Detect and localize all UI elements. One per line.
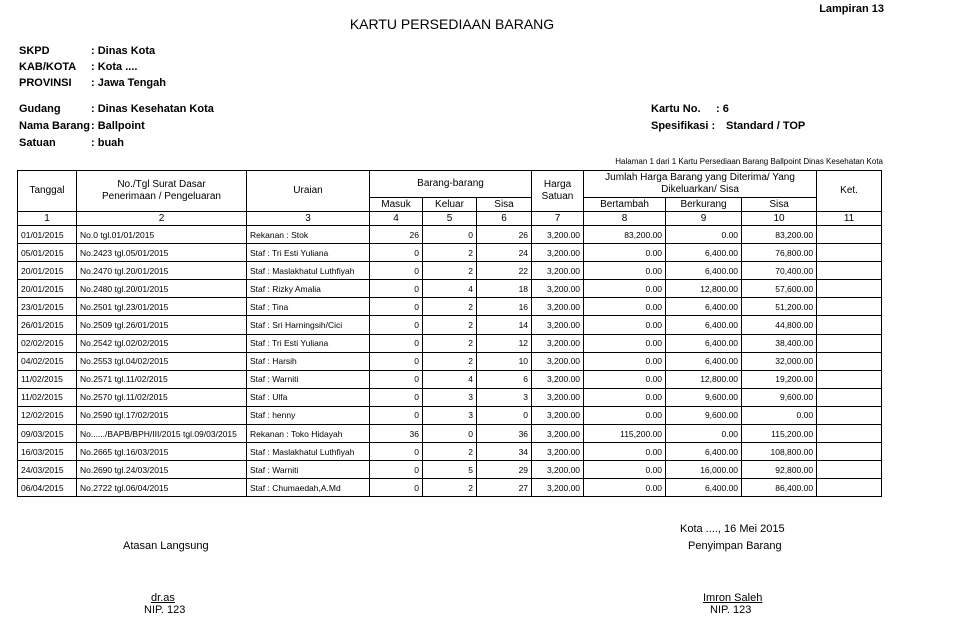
column-number: 1 bbox=[18, 212, 77, 226]
cell-keluar: 2 bbox=[423, 479, 477, 497]
cell-surat: No.2690 tgl.24/03/2015 bbox=[77, 461, 247, 479]
cell-ket bbox=[817, 316, 882, 334]
cell-sisa: 0 bbox=[477, 406, 532, 424]
cell-harga: 3,200.00 bbox=[532, 425, 584, 443]
cell-bertambah: 0.00 bbox=[584, 334, 666, 352]
cell-ket bbox=[817, 298, 882, 316]
cell-keluar: 2 bbox=[423, 443, 477, 461]
header-left-block bbox=[19, 43, 166, 91]
cell-bertambah: 115,200.00 bbox=[584, 425, 666, 443]
lampiran-label: Lampiran 13 bbox=[819, 3, 884, 15]
cell-sisa-harga: 0.00 bbox=[742, 406, 817, 424]
table-row bbox=[18, 280, 882, 298]
cell-ket bbox=[817, 370, 882, 388]
cell-harga: 3,200.00 bbox=[532, 334, 584, 352]
cell-sisa: 22 bbox=[477, 262, 532, 280]
cell-masuk: 0 bbox=[370, 443, 423, 461]
cell-keluar: 2 bbox=[423, 244, 477, 262]
cell-keluar: 3 bbox=[423, 406, 477, 424]
col-bertambah: Bertambah bbox=[584, 198, 666, 212]
table-row bbox=[18, 298, 882, 316]
cell-sisa: 34 bbox=[477, 443, 532, 461]
table-body bbox=[18, 226, 882, 497]
cell-ket bbox=[817, 226, 882, 244]
cell-sisa-harga: 108,800.00 bbox=[742, 443, 817, 461]
cell-masuk: 0 bbox=[370, 316, 423, 334]
column-number: 4 bbox=[370, 212, 423, 226]
cell-masuk: 0 bbox=[370, 244, 423, 262]
sign-date: Kota ...., 16 Mei 2015 bbox=[680, 523, 785, 535]
table-row bbox=[18, 226, 882, 244]
cell-harga: 3,200.00 bbox=[532, 262, 584, 280]
column-number: 8 bbox=[584, 212, 666, 226]
header-row-kartu-no: Kartu No. : 6 bbox=[651, 103, 729, 115]
cell-keluar: 4 bbox=[423, 280, 477, 298]
column-number: 6 bbox=[477, 212, 532, 226]
cell-sisa-harga: 44,800.00 bbox=[742, 316, 817, 334]
cell-surat: No.2590 tgl.17/02/2015 bbox=[77, 406, 247, 424]
header-row-satuan: Satuan : buah bbox=[19, 137, 124, 149]
cell-surat: No....../BAPB/BPH/III/2015 tgl.09/03/2015 bbox=[77, 425, 247, 443]
cell-sisa-harga: 115,200.00 bbox=[742, 425, 817, 443]
cell-bertambah: 0.00 bbox=[584, 388, 666, 406]
cell-sisa: 26 bbox=[477, 226, 532, 244]
cell-sisa: 6 bbox=[477, 370, 532, 388]
cell-tanggal: 11/02/2015 bbox=[18, 370, 77, 388]
table-row bbox=[18, 406, 882, 424]
cell-ket bbox=[817, 461, 882, 479]
cell-uraian: Staf : Tri Esti Yuliana bbox=[247, 244, 370, 262]
table-row bbox=[18, 479, 882, 497]
column-number-row bbox=[18, 212, 882, 226]
cell-sisa: 14 bbox=[477, 316, 532, 334]
table-row bbox=[18, 262, 882, 280]
cell-sisa: 36 bbox=[477, 425, 532, 443]
cell-tanggal: 02/02/2015 bbox=[18, 334, 77, 352]
cell-berkurang: 12,800.00 bbox=[666, 370, 742, 388]
cell-masuk: 0 bbox=[370, 406, 423, 424]
col-jumlah: Jumlah Harga Barang yang Diterima/ Yang Dikeluarkan/ Sisa bbox=[584, 171, 817, 198]
penyimpan-nip: NIP. 123 bbox=[710, 604, 752, 616]
cell-berkurang: 6,400.00 bbox=[666, 244, 742, 262]
cell-masuk: 0 bbox=[370, 479, 423, 497]
col-surat: No./Tgl Surat Dasar Penerimaan / Pengeluaran bbox=[77, 171, 247, 212]
cell-tanggal: 01/01/2015 bbox=[18, 226, 77, 244]
cell-surat: No.2470 tgl.20/01/2015 bbox=[77, 262, 247, 280]
cell-tanggal: 09/03/2015 bbox=[18, 425, 77, 443]
cell-surat: No.2509 tgl.26/01/2015 bbox=[77, 316, 247, 334]
cell-keluar: 2 bbox=[423, 262, 477, 280]
cell-sisa-harga: 38,400.00 bbox=[742, 334, 817, 352]
cell-uraian: Staf : Tina bbox=[247, 298, 370, 316]
table-row bbox=[18, 352, 882, 370]
column-number: 10 bbox=[742, 212, 817, 226]
cell-uraian: Rekanan : Stok bbox=[247, 226, 370, 244]
cell-berkurang: 6,400.00 bbox=[666, 443, 742, 461]
cell-surat: No.2571 tgl.11/02/2015 bbox=[77, 370, 247, 388]
header-right-block bbox=[651, 101, 805, 135]
cell-sisa-harga: 92,800.00 bbox=[742, 461, 817, 479]
cell-ket bbox=[817, 262, 882, 280]
inventory-table bbox=[17, 170, 882, 497]
cell-bertambah: 0.00 bbox=[584, 298, 666, 316]
cell-surat: No.0 tgl.01/01/2015 bbox=[77, 226, 247, 244]
cell-masuk: 26 bbox=[370, 226, 423, 244]
cell-harga: 3,200.00 bbox=[532, 479, 584, 497]
col-masuk: Masuk bbox=[370, 198, 423, 212]
cell-keluar: 2 bbox=[423, 298, 477, 316]
cell-sisa: 10 bbox=[477, 352, 532, 370]
page-title: KARTU PERSEDIAAN BARANG bbox=[349, 16, 555, 32]
cell-ket bbox=[817, 388, 882, 406]
cell-tanggal: 06/04/2015 bbox=[18, 479, 77, 497]
cell-harga: 3,200.00 bbox=[532, 226, 584, 244]
col-ket: Ket. bbox=[817, 171, 882, 212]
table-row bbox=[18, 370, 882, 388]
cell-tanggal: 24/03/2015 bbox=[18, 461, 77, 479]
cell-tanggal: 05/01/2015 bbox=[18, 244, 77, 262]
atasan-name: dr.as bbox=[151, 592, 175, 604]
col-sisa-harga: Sisa bbox=[742, 198, 817, 212]
atasan-title: Atasan Langsung bbox=[123, 540, 209, 552]
cell-berkurang: 6,400.00 bbox=[666, 352, 742, 370]
col-uraian: Uraian bbox=[247, 171, 370, 212]
cell-tanggal: 04/02/2015 bbox=[18, 352, 77, 370]
header-left-block-2 bbox=[19, 101, 214, 152]
cell-berkurang: 6,400.00 bbox=[666, 479, 742, 497]
header-row-1 bbox=[18, 171, 882, 198]
cell-surat: No.2665 tgl.16/03/2015 bbox=[77, 443, 247, 461]
cell-harga: 3,200.00 bbox=[532, 461, 584, 479]
table-row bbox=[18, 461, 882, 479]
cell-sisa: 18 bbox=[477, 280, 532, 298]
cell-surat: No.2722 tgl.06/04/2015 bbox=[77, 479, 247, 497]
table-row bbox=[18, 316, 882, 334]
cell-sisa: 16 bbox=[477, 298, 532, 316]
penyimpan-name: Imron Saleh bbox=[703, 592, 763, 604]
cell-bertambah: 0.00 bbox=[584, 370, 666, 388]
cell-uraian: Staf : Harsih bbox=[247, 352, 370, 370]
cell-sisa: 27 bbox=[477, 479, 532, 497]
header-row-provinsi: PROVINSI : Jawa Tengah bbox=[19, 77, 166, 89]
cell-harga: 3,200.00 bbox=[532, 388, 584, 406]
cell-berkurang: 6,400.00 bbox=[666, 334, 742, 352]
cell-sisa-harga: 9,600.00 bbox=[742, 388, 817, 406]
cell-tanggal: 20/01/2015 bbox=[18, 262, 77, 280]
cell-bertambah: 0.00 bbox=[584, 352, 666, 370]
cell-uraian: Staf : Maslakhatul Luthfiyah bbox=[247, 443, 370, 461]
cell-berkurang: 6,400.00 bbox=[666, 298, 742, 316]
cell-sisa-harga: 83,200.00 bbox=[742, 226, 817, 244]
cell-keluar: 4 bbox=[423, 370, 477, 388]
cell-surat: No.2423 tgl.05/01/2015 bbox=[77, 244, 247, 262]
cell-tanggal: 12/02/2015 bbox=[18, 406, 77, 424]
cell-surat: No.2542 tgl.02/02/2015 bbox=[77, 334, 247, 352]
cell-keluar: 2 bbox=[423, 334, 477, 352]
table-row bbox=[18, 425, 882, 443]
header-row-spesifikasi: Spesifikasi : Standard / TOP bbox=[651, 120, 806, 132]
cell-uraian: Staf : Warniti bbox=[247, 370, 370, 388]
cell-uraian: Staf : Ulfa bbox=[247, 388, 370, 406]
penyimpan-title: Penyimpan Barang bbox=[688, 540, 782, 552]
cell-sisa-harga: 86,400.00 bbox=[742, 479, 817, 497]
cell-uraian: Staf : Chumaedah,A.Md bbox=[247, 479, 370, 497]
cell-ket bbox=[817, 352, 882, 370]
column-number: 2 bbox=[77, 212, 247, 226]
cell-bertambah: 0.00 bbox=[584, 262, 666, 280]
header-row-skpd: SKPD : Dinas Kota bbox=[19, 45, 156, 57]
cell-sisa: 24 bbox=[477, 244, 532, 262]
column-number: 7 bbox=[532, 212, 584, 226]
column-number: 9 bbox=[666, 212, 742, 226]
cell-masuk: 0 bbox=[370, 352, 423, 370]
cell-keluar: 2 bbox=[423, 352, 477, 370]
cell-uraian: Rekanan : Toko Hidayah bbox=[247, 425, 370, 443]
cell-berkurang: 6,400.00 bbox=[666, 316, 742, 334]
cell-harga: 3,200.00 bbox=[532, 406, 584, 424]
col-harga: Harga Satuan bbox=[532, 171, 584, 212]
cell-bertambah: 0.00 bbox=[584, 280, 666, 298]
cell-masuk: 0 bbox=[370, 334, 423, 352]
cell-bertambah: 0.00 bbox=[584, 443, 666, 461]
cell-bertambah: 0.00 bbox=[584, 406, 666, 424]
cell-tanggal: 26/01/2015 bbox=[18, 316, 77, 334]
cell-masuk: 0 bbox=[370, 298, 423, 316]
cell-uraian: Staf : Sri Harningsih/Cici bbox=[247, 316, 370, 334]
atasan-nip: NIP. 123 bbox=[144, 604, 186, 616]
col-tanggal: Tanggal bbox=[18, 171, 77, 212]
cell-keluar: 0 bbox=[423, 226, 477, 244]
cell-sisa: 12 bbox=[477, 334, 532, 352]
table-row bbox=[18, 244, 882, 262]
table-row bbox=[18, 443, 882, 461]
cell-tanggal: 20/01/2015 bbox=[18, 280, 77, 298]
cell-ket bbox=[817, 479, 882, 497]
cell-surat: No.2501 tgl.23/01/2015 bbox=[77, 298, 247, 316]
cell-bertambah: 0.00 bbox=[584, 244, 666, 262]
cell-harga: 3,200.00 bbox=[532, 244, 584, 262]
table-row bbox=[18, 334, 882, 352]
cell-sisa: 3 bbox=[477, 388, 532, 406]
cell-ket bbox=[817, 406, 882, 424]
col-keluar: Keluar bbox=[423, 198, 477, 212]
cell-bertambah: 0.00 bbox=[584, 479, 666, 497]
cell-bertambah: 83,200.00 bbox=[584, 226, 666, 244]
col-berkurang: Berkurang bbox=[666, 198, 742, 212]
cell-ket bbox=[817, 425, 882, 443]
cell-berkurang: 9,600.00 bbox=[666, 406, 742, 424]
cell-berkurang: 9,600.00 bbox=[666, 388, 742, 406]
cell-masuk: 0 bbox=[370, 388, 423, 406]
column-number: 5 bbox=[423, 212, 477, 226]
cell-keluar: 2 bbox=[423, 316, 477, 334]
cell-berkurang: 12,800.00 bbox=[666, 280, 742, 298]
cell-sisa-harga: 32,000.00 bbox=[742, 352, 817, 370]
cell-surat: No.2480 tgl.20/01/2015 bbox=[77, 280, 247, 298]
cell-ket bbox=[817, 280, 882, 298]
cell-ket bbox=[817, 443, 882, 461]
header-row-gudang: Gudang : Dinas Kesehatan Kota bbox=[19, 103, 214, 115]
cell-sisa-harga: 19,200.00 bbox=[742, 370, 817, 388]
cell-sisa: 29 bbox=[477, 461, 532, 479]
cell-sisa-harga: 76,800.00 bbox=[742, 244, 817, 262]
cell-ket bbox=[817, 244, 882, 262]
cell-sisa-harga: 57,600.00 bbox=[742, 280, 817, 298]
cell-masuk: 0 bbox=[370, 461, 423, 479]
cell-tanggal: 11/02/2015 bbox=[18, 388, 77, 406]
cell-masuk: 0 bbox=[370, 370, 423, 388]
cell-uraian: Staf : henny bbox=[247, 406, 370, 424]
cell-harga: 3,200.00 bbox=[532, 280, 584, 298]
cell-sisa-harga: 51,200.00 bbox=[742, 298, 817, 316]
cell-harga: 3,200.00 bbox=[532, 443, 584, 461]
cell-berkurang: 0.00 bbox=[666, 226, 742, 244]
cell-uraian: Staf : Warniti bbox=[247, 461, 370, 479]
col-barang: Barang-barang bbox=[370, 171, 532, 198]
column-number: 3 bbox=[247, 212, 370, 226]
cell-surat: No.2570 tgl.11/02/2015 bbox=[77, 388, 247, 406]
page-note: Halaman 1 dari 1 Kartu Persediaan Barang Ballpoint Dinas Kesehatan Kota bbox=[615, 157, 883, 166]
cell-masuk: 0 bbox=[370, 280, 423, 298]
cell-harga: 3,200.00 bbox=[532, 316, 584, 334]
cell-keluar: 5 bbox=[423, 461, 477, 479]
cell-tanggal: 23/01/2015 bbox=[18, 298, 77, 316]
col-sisa: Sisa bbox=[477, 198, 532, 212]
cell-tanggal: 16/03/2015 bbox=[18, 443, 77, 461]
cell-bertambah: 0.00 bbox=[584, 316, 666, 334]
cell-masuk: 36 bbox=[370, 425, 423, 443]
table-row bbox=[18, 388, 882, 406]
cell-sisa-harga: 70,400.00 bbox=[742, 262, 817, 280]
cell-berkurang: 6,400.00 bbox=[666, 262, 742, 280]
cell-berkurang: 0.00 bbox=[666, 425, 742, 443]
cell-keluar: 0 bbox=[423, 425, 477, 443]
cell-harga: 3,200.00 bbox=[532, 370, 584, 388]
header-row-nama-barang: Nama Barang: Ballpoint bbox=[19, 120, 145, 132]
cell-harga: 3,200.00 bbox=[532, 352, 584, 370]
cell-uraian: Staf : Maslakhatul Luthfiyah bbox=[247, 262, 370, 280]
cell-ket bbox=[817, 334, 882, 352]
cell-bertambah: 0.00 bbox=[584, 461, 666, 479]
header-row-kabkota: KAB/KOTA : Kota .... bbox=[19, 61, 138, 73]
cell-masuk: 0 bbox=[370, 262, 423, 280]
cell-harga: 3,200.00 bbox=[532, 298, 584, 316]
cell-uraian: Staf : Tri Esti Yuliana bbox=[247, 334, 370, 352]
column-number: 11 bbox=[817, 212, 882, 226]
cell-uraian: Staf : Rizky Amalia bbox=[247, 280, 370, 298]
cell-keluar: 3 bbox=[423, 388, 477, 406]
cell-berkurang: 16,000.00 bbox=[666, 461, 742, 479]
cell-surat: No.2553 tgl.04/02/2015 bbox=[77, 352, 247, 370]
